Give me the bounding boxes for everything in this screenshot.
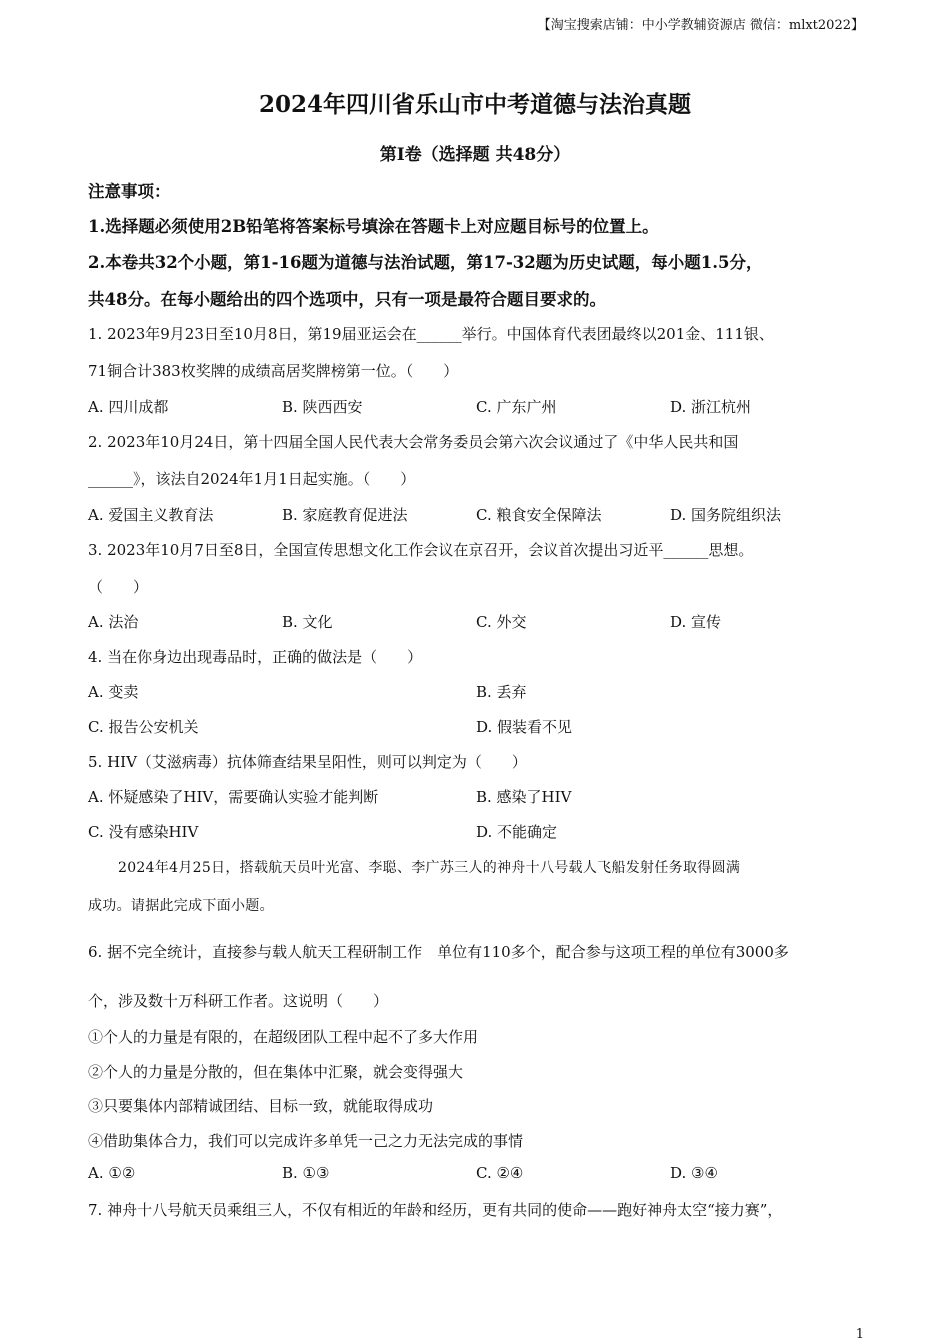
page-title: 2024年四川省乐山市中考道德与法治真题 bbox=[258, 91, 691, 118]
question-1-line-1: 1. 2023年9月23日至10月8日，第19届亚运会在______举行。中国体育代表团最终以201金、111银、 bbox=[88, 325, 774, 343]
section-subtitle: 第Ⅰ卷（选择题 共48分） bbox=[379, 145, 571, 165]
question-7-line-1: 7. 神舟十八号航天员乘组三人，不仅有相近的年龄和经历，更有共同的使命——跑好神舟太空“接力赛”， bbox=[88, 1201, 783, 1219]
question-1-line-2: 71铜合计383枚奖牌的成绩高居奖牌榜第一位。（ ） bbox=[88, 362, 459, 380]
question-2-line-1: 2. 2023年10月24日，第十四届全国人民代表大会常务委员会第六次会议通过了《中华人民共和国 bbox=[88, 433, 739, 451]
question-6-option-a: A. ①② bbox=[88, 1164, 136, 1182]
question-2-option-d: D. 国务院组织法 bbox=[670, 506, 782, 524]
question-3-option-d: D. 宣传 bbox=[670, 613, 722, 631]
question-3-option-b: B. 文化 bbox=[282, 613, 333, 631]
question-4-option-a: A. 变卖 bbox=[88, 683, 139, 701]
question-5-option-b: B. 感染了HIV bbox=[476, 788, 572, 806]
passage-line-2: 成功。请据此完成下面小题。 bbox=[88, 898, 274, 914]
question-3-line-1: 3. 2023年10月7日至8日，全国宣传思想文化工作会议在京召开，会议首次提出习近平______思想。 bbox=[88, 541, 754, 559]
question-6-line-1: 6. 据不完全统计，直接参与载人航天工程研制工作 单位有110多个，配合参与这项工程的单位有3000多 bbox=[88, 943, 789, 961]
question-2-option-a: A. 爱国主义教育法 bbox=[88, 506, 214, 524]
question-1-option-d: D. 浙江杭州 bbox=[670, 398, 752, 416]
notice-heading: 注意事项： bbox=[88, 182, 171, 201]
notice-item-2-line-1: 2.本卷共32个小题，第1-16题为道德与法治试题，第17-32题为历史试题，每小题1.5分， bbox=[88, 253, 763, 272]
question-1-option-a: A. 四川成都 bbox=[88, 398, 169, 416]
question-2-line-2: ______》，该法自2024年1月1日起实施。（ ） bbox=[88, 470, 416, 488]
question-6-statement-2: ②个人的力量是分散的，但在集体中汇聚，就会变得强大 bbox=[88, 1063, 464, 1081]
question-5-option-d: D. 不能确定 bbox=[476, 823, 558, 841]
question-3-option-c: C. 外交 bbox=[476, 613, 527, 631]
notice-item-1: 1.选择题必须使用2B铅笔将答案标号填涂在答题卡上对应题目标号的位置上。 bbox=[88, 217, 659, 236]
question-6-option-c: C. ②④ bbox=[476, 1164, 524, 1182]
question-5-line-1: 5. HIV（艾滋病毒）抗体筛查结果呈阳性，则可以判定为（ ） bbox=[88, 753, 527, 771]
question-5-option-a: A. 怀疑感染了HIV，需要确认实验才能判断 bbox=[88, 788, 379, 806]
question-5-option-c: C. 没有感染HIV bbox=[88, 823, 199, 841]
question-3-option-a: A. 法治 bbox=[88, 613, 139, 631]
question-2-option-c: C. 粮食安全保障法 bbox=[476, 506, 602, 524]
question-4-option-b: B. 丢弃 bbox=[476, 683, 527, 701]
question-6-statement-4: ④借助集体合力，我们可以完成许多单凭一己之力无法完成的事情 bbox=[88, 1132, 524, 1150]
question-4-line-1: 4. 当在你身边出现毒品时，正确的做法是（ ） bbox=[88, 648, 423, 666]
header-note: 【淘宝搜索店铺：中小学教辅资源店 微信：mlxt2022】 bbox=[537, 18, 864, 33]
notice-item-2-line-2: 共48分。在每小题给出的四个选项中，只有一项是最符合题目要求的。 bbox=[88, 290, 606, 309]
page-number: 1 bbox=[855, 1327, 864, 1342]
passage-line-1: 2024年4月25日，搭载航天员叶光富、李聪、李广苏三人的神舟十八号载人飞船发射任务取得圆满 bbox=[118, 860, 741, 876]
question-6-statement-3: ③只要集体内部精诚团结、目标一致，就能取得成功 bbox=[88, 1097, 434, 1115]
question-1-option-c: C. 广东广州 bbox=[476, 398, 557, 416]
question-6-option-b: B. ①③ bbox=[282, 1164, 330, 1182]
question-6-option-d: D. ③④ bbox=[670, 1164, 718, 1182]
question-4-option-c: C. 报告公安机关 bbox=[88, 718, 199, 736]
question-6-statement-1: ①个人的力量是有限的，在超级团队工程中起不了多大作用 bbox=[88, 1028, 479, 1046]
question-1-option-b: B. 陕西西安 bbox=[282, 398, 363, 416]
question-4-option-d: D. 假装看不见 bbox=[476, 718, 573, 736]
question-6-line-2: 个，涉及数十万科研工作者。这说明（ ） bbox=[88, 992, 389, 1010]
question-3-line-2: （ ） bbox=[88, 578, 149, 596]
question-2-option-b: B. 家庭教育促进法 bbox=[282, 506, 408, 524]
